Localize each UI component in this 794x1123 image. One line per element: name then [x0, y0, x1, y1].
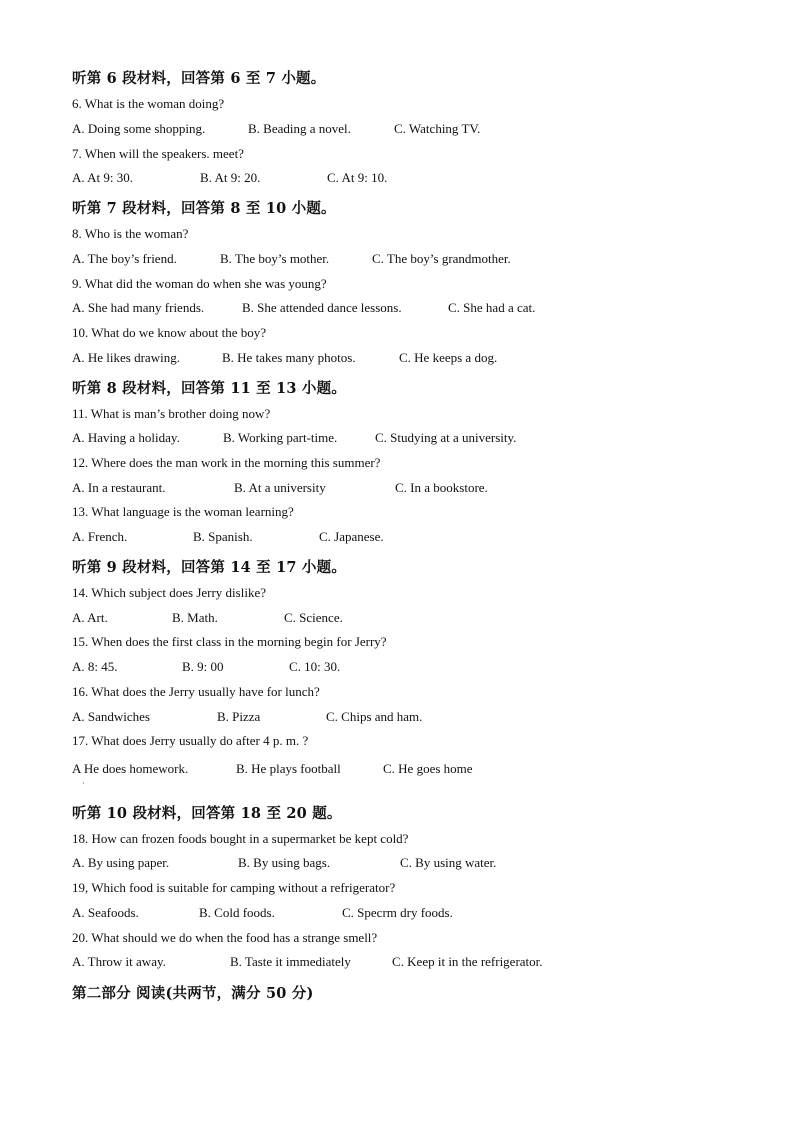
option-a: A. The boy’s friend.	[72, 251, 177, 266]
option-a: A. Having a holiday.	[72, 430, 180, 445]
question-12: 12. Where does the man work in the morning this summer?	[72, 455, 381, 470]
option-c: C. At 9: 10.	[327, 170, 388, 185]
option-a: A. In a restaurant.	[72, 480, 166, 495]
option-a: A He does homework.	[72, 761, 189, 776]
option-c: C. Watching TV.	[394, 121, 481, 136]
option-c: C. He goes home	[383, 761, 473, 776]
option-c: C. By using water.	[400, 855, 497, 870]
option-a: A. She had many friends.	[72, 300, 205, 315]
stray-mark: ·	[82, 779, 85, 788]
part-two-heading: 第二部分 阅读(共两节，满分 50 分)	[72, 985, 314, 1002]
option-a: A. Sandwiches	[72, 709, 150, 724]
question-7: 7. When will the speakers. meet?	[72, 146, 244, 161]
option-b: B. Math.	[172, 610, 218, 625]
question-16: 16. What does the Jerry usually have for lunch?	[72, 684, 320, 699]
question-6: 6. What is the woman doing?	[72, 96, 225, 111]
option-a: A. Doing some shopping.	[72, 121, 206, 136]
option-b: B. Cold foods.	[199, 905, 275, 920]
option-c: C. Studying at a university.	[375, 430, 517, 445]
option-c: C. She had a cat.	[448, 300, 536, 315]
option-b: B. He plays football	[236, 761, 341, 776]
option-c: C. In a bookstore.	[395, 480, 488, 495]
section-heading-10: 听第 10 段材料，回答第 18 至 20 题。	[72, 805, 342, 822]
option-c: C. 10: 30.	[289, 659, 341, 674]
option-b: B. She attended dance lessons.	[242, 300, 402, 315]
option-c: C. Keep it in the refrigerator.	[392, 954, 543, 969]
option-a: A. He likes drawing.	[72, 350, 180, 365]
option-b: B. By using bags.	[238, 855, 331, 870]
option-a: A. 8: 45.	[72, 659, 118, 674]
question-8: 8. Who is the woman?	[72, 226, 189, 241]
option-c: C. Science.	[284, 610, 343, 625]
option-b: B. 9: 00	[182, 659, 224, 674]
section-heading-8: 听第 8 段材料，回答第 11 至 13 小题。	[72, 380, 347, 397]
question-14: 14. Which subject does Jerry dislike?	[72, 585, 266, 600]
option-b: B. Beading a novel.	[248, 121, 351, 136]
question-10: 10. What do we know about the boy?	[72, 325, 266, 340]
option-a: A. Throw it away.	[72, 954, 166, 969]
question-13: 13. What language is the woman learning?	[72, 504, 294, 519]
question-18: 18. How can frozen foods bought in a supermarket be kept cold?	[72, 831, 409, 846]
question-19: 19, Which food is suitable for camping without a refrigerator?	[72, 880, 396, 895]
option-b: B. Taste it immediately	[230, 954, 351, 969]
section-heading-9: 听第 9 段材料，回答第 14 至 17 小题。	[72, 559, 347, 576]
question-15: 15. When does the first class in the morning begin for Jerry?	[72, 634, 387, 649]
option-b: B. Pizza	[217, 709, 261, 724]
section-heading-7: 听第 7 段材料，回答第 8 至 10 小题。	[72, 200, 336, 217]
option-a: A. French.	[72, 529, 128, 544]
option-a: A. By using paper.	[72, 855, 170, 870]
option-c: C. The boy’s grandmother.	[372, 251, 511, 266]
question-20: 20. What should we do when the food has a strange smell?	[72, 930, 378, 945]
option-c: C. Specrm dry foods.	[342, 905, 453, 920]
question-9: 9. What did the woman do when she was young?	[72, 276, 327, 291]
option-b: B. Working part-time.	[223, 430, 338, 445]
section-heading-6: 听第 6 段材料，回答第 6 至 7 小题。	[72, 70, 326, 87]
option-b: B. He takes many photos.	[222, 350, 356, 365]
question-17: 17. What does Jerry usually do after 4 p. m. ?	[72, 733, 309, 748]
option-a: A. Seafoods.	[72, 905, 139, 920]
option-b: B. Spanish.	[193, 529, 253, 544]
option-c: C. Japanese.	[319, 529, 384, 544]
question-11: 11. What is man’s brother doing now?	[72, 406, 271, 421]
option-c: C. Chips and ham.	[326, 709, 423, 724]
option-c: C. He keeps a dog.	[399, 350, 498, 365]
option-a: A. At 9: 30.	[72, 170, 134, 185]
option-a: A. Art.	[72, 610, 108, 625]
option-b: B. The boy’s mother.	[220, 251, 330, 266]
option-b: B. At 9: 20.	[200, 170, 261, 185]
option-b: B. At a university	[234, 480, 326, 495]
